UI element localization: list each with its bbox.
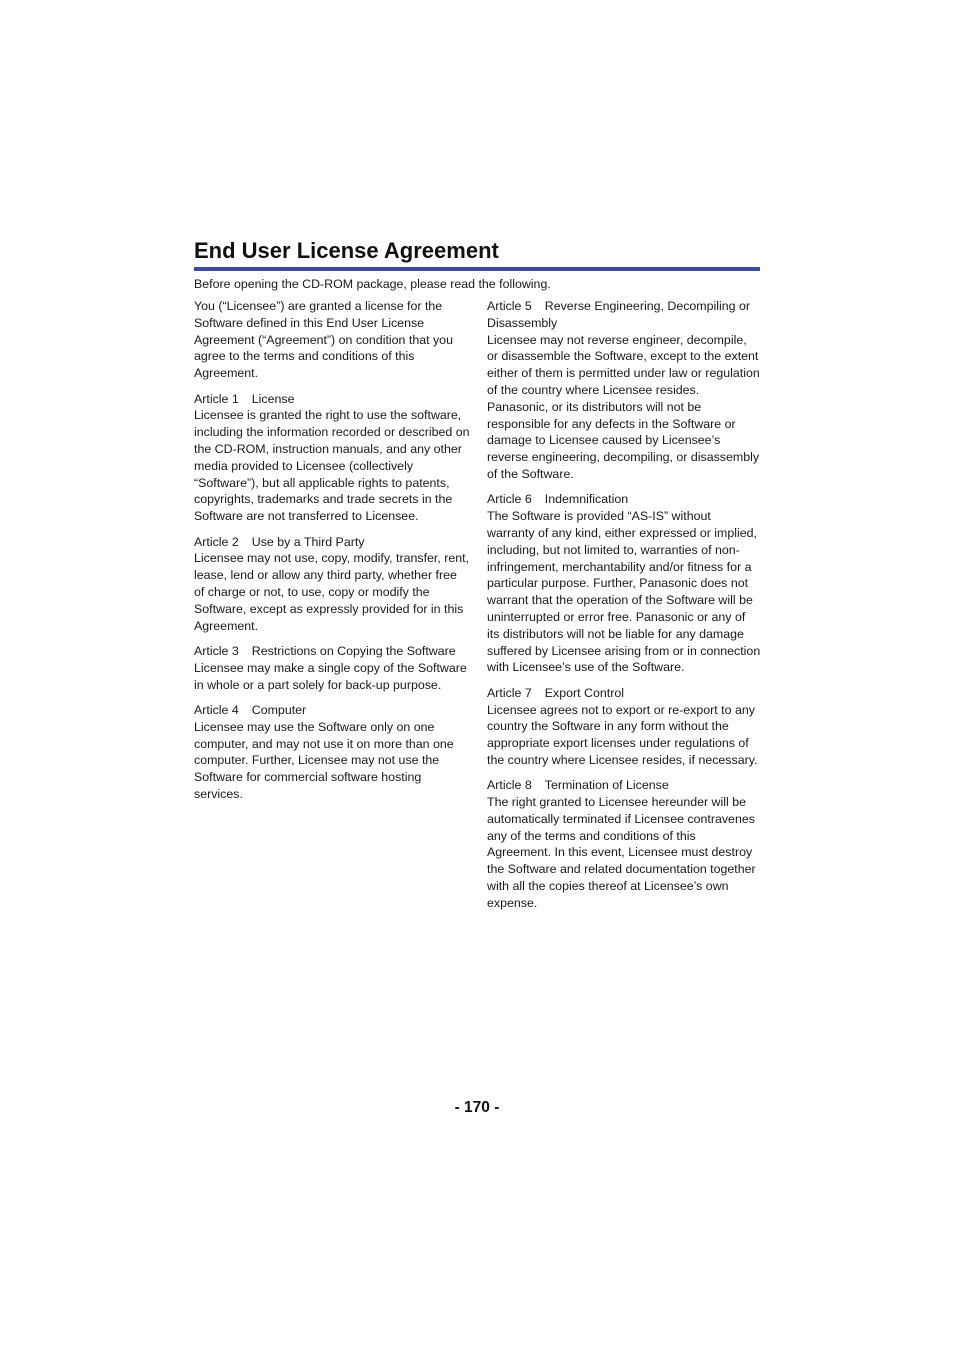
preamble [194, 298, 470, 382]
article-body: The right granted to Licensee hereunder will be automatically terminated if Licensee contravenes any of the terms and conditions of this Agreement. In this event, Licensee must destroy the Software and related documentation together with all the copies thereof at Licensee’s own expense. [487, 795, 756, 910]
article-6 [487, 491, 761, 676]
article-heading [194, 534, 470, 551]
article-2 [194, 534, 470, 635]
article-number: Article 1 [194, 391, 239, 406]
article-title: Indemnification [544, 492, 629, 507]
right-column [487, 298, 761, 920]
article-number: Article 2 [194, 534, 239, 549]
article-body: Licensee is granted the right to use the software, including the information recorded or described on the CD-ROM, instruction manuals, and any other media provided to Licensee (collectively “Software”), but all applicable rights to patents, copyrights, trademarks and trade secrets in the Software are not transferred to Licensee. [194, 408, 470, 524]
article-number: Article 7 [487, 685, 532, 700]
article-number: Article 4 [194, 702, 239, 717]
article-number: Article 3 [194, 643, 239, 658]
article-heading [194, 643, 470, 660]
article-heading [194, 702, 470, 719]
article-body: Licensee may make a single copy of the Software in whole or a part solely for back-up purpose. [194, 660, 467, 692]
article-title: Computer [251, 702, 307, 717]
page-title: End User License Agreement [194, 238, 499, 263]
preamble-text: You (“Licensee”) are granted a license for the Software defined in this End User License Agreement (“Agreement”) on condition that you agree to the terms and conditions of this Agreement. [194, 299, 453, 381]
article-heading [487, 685, 761, 702]
article-body: The Software is provided “AS-IS” without warranty of any kind, either expressed or implied, including, but not limited to, warranties of non-infringement, merchantability and/or fitness for a particular purpose. Further, Panasonic does not warrant that the operation of the Software will be uninterrupted or error free. Panasonic or any of its distributors will not be liable for any damage suffered by Licensee arising from or in connection with Licensee’s use of the Software. [487, 509, 761, 675]
article-heading [194, 391, 470, 408]
article-body: Licensee may not use, copy, modify, transfer, rent, lease, lend or allow any third party, whether free of charge or not, to use, copy or modify the Software, except as expressly provided for in this Agreement. [194, 551, 470, 633]
article-heading [487, 298, 761, 332]
intro-text: Before opening the CD-ROM package, please read the following. [194, 277, 551, 291]
article-heading [487, 777, 761, 794]
article-body: Licensee may use the Software only on one computer, and may not use it on more than one computer. Further, Licensee may not use the Software for commercial software hosting services. [194, 719, 454, 801]
article-title: Use by a Third Party [251, 534, 365, 549]
article-number: Article 8 [487, 778, 532, 793]
article-8 [487, 777, 761, 911]
article-heading [487, 491, 761, 508]
article-title: Reverse Engineering, Decompiling or Disassembly [487, 299, 751, 330]
article-body: Licensee may not reverse engineer, decompile, or disassemble the Software, except to the extent either of them is permitted under law or regulation of the country where Licensee resides. Panasonic, or its distributors will not be responsible for any defects in the Software or damage to Licensee caused by Licensee’s reverse engineering, decompiling, or disassembly of the Software. [487, 332, 760, 481]
left-column [194, 298, 470, 811]
article-title: Restrictions on Copying the Software [251, 643, 456, 658]
article-1 [194, 391, 470, 525]
article-title: Termination of License [544, 778, 669, 793]
article-number: Article 5 [487, 299, 532, 313]
article-number: Article 6 [487, 492, 532, 507]
article-5 [487, 298, 761, 483]
article-title: License [251, 391, 295, 406]
article-7 [487, 685, 761, 769]
page-number: - 170 - [454, 1099, 500, 1116]
article-4 [194, 702, 470, 803]
title-rule [194, 267, 760, 271]
article-3 [194, 643, 470, 693]
article-title: Export Control [544, 685, 624, 700]
article-body: Licensee agrees not to export or re-export to any country the Software in any form without the appropriate export licenses under regulations of the country where Licensee resides, if necessary. [487, 702, 758, 767]
